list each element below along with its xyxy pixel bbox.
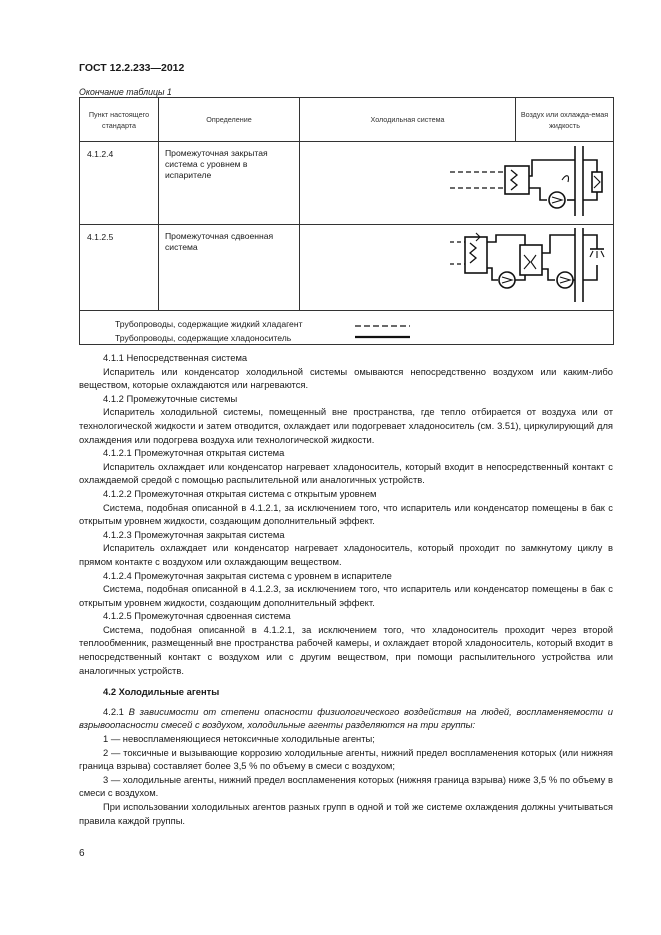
section-4-1-1-text: Испаритель или конденсатор холодильной системы омываются непосредственно воздухом или каким-либо веществом, которые охлаждаются или нагреваются.	[79, 365, 613, 391]
section-4-1-2-2-heading: 4.1.2.2 Промежуточная открытая система с открытым уровнем	[103, 487, 377, 499]
section-4-1-2-5-text: Система, подобная описанной в 4.1.2.1, за исключением того, что хладоноситель проходит через второй теплообменник, размещенный вне пространства рабочей камеры, и охлаждает второй хладоноситель, который входит в непосредственный контакт с воздухом или с другим веществом, при помощи распылительного устройства или аналогичных устройств.	[79, 623, 613, 676]
section-4-1-2-3-heading: 4.1.2.3 Промежуточная закрытая система	[103, 528, 285, 540]
main-text	[79, 351, 613, 827]
section-4-1-2-heading: 4.1.2 Промежуточные системы	[103, 392, 238, 404]
col-header-system: Холодильная система	[300, 98, 516, 142]
group-1-item: 1 — невоспламеняющиеся нетоксичные холодильные агенты;	[103, 733, 375, 745]
col-header-clause: Пункт настоящего стандарта	[80, 98, 159, 142]
twin-system-diagram	[300, 225, 614, 303]
legend-liquid-label: Трубопроводы, содержащие жидкий хладагент	[115, 319, 303, 329]
clause-number: 4.1.2.4	[80, 142, 159, 225]
table-caption: Окончание таблицы 1	[79, 87, 172, 97]
section-4-1-2-2-text: Система, подобная описанной в 4.1.2.1, за исключением того, что испаритель или конденсатор помещены в бак с открытым уровнем жидкости, создающим дополнительный эффект.	[79, 501, 613, 527]
section-4-1-2-5-heading: 4.1.2.5 Промежуточная сдвоенная система	[103, 610, 291, 622]
definition-text: Промежуточная закрытая система с уровнем в испарителе	[159, 142, 300, 225]
group-3-item: 3 — холодильные агенты, нижний предел воспламенения которых (нижняя граница взрыва) ниже 3,5 % по объему в смеси с воздухом.	[79, 773, 613, 799]
definition-text: Промежуточная сдвоенная система	[159, 225, 300, 311]
legend-cell	[80, 311, 614, 345]
section-4-2-heading: 4.2 Холодильные агенты	[103, 686, 220, 698]
table-row	[80, 225, 614, 311]
closed-level-system-diagram	[300, 142, 614, 217]
legend-row	[80, 311, 614, 345]
section-4-1-2-4-heading: 4.1.2.4 Промежуточная закрытая система с уровнем в испарителе	[103, 569, 392, 581]
section-4-2-1-number: 4.2.1	[103, 705, 129, 717]
section-4-2-1-text	[79, 705, 613, 732]
system-diagram-cell	[300, 225, 614, 311]
table-header-row	[80, 98, 614, 142]
table-row	[80, 142, 614, 225]
section-4-1-1-heading: 4.1.1 Непосредственная система	[103, 352, 248, 363]
legend-carrier-label: Трубопроводы, содержащие хладоноситель	[115, 333, 292, 343]
groups-rule-text: При использовании холодильных агентов разных групп в одной и той же системе охлаждения должны учитываться правила каждой группы.	[79, 801, 613, 826]
system-diagram-cell	[300, 142, 614, 225]
section-4-1-2-1-text: Испаритель охлаждает или конденсатор нагревает хладоноситель, который входит в непосредственный контакт с охлаждаемой средой с помощью распылительной или аналогичных устройств.	[79, 460, 613, 486]
page-number: 6	[79, 848, 85, 859]
col-header-medium: Воздух или охлажда-емая жидкость	[516, 98, 614, 142]
section-4-1-2-4-text: Система, подобная описанной в 4.1.2.3, за исключением того, что испаритель или конденсатор помещены в бак с открытым уровнем жидкости, создающим дополнительный эффект.	[79, 583, 613, 608]
col-header-definition: Определение	[159, 98, 300, 142]
legend-line-samples	[355, 320, 415, 342]
section-4-2-1-italic: В зависимости от степени опасности физиологического воздействия на людей, воспламеняемости и взрывоопасности смесей с воздухом, холодильные агенты разделяются на три группы:	[79, 705, 613, 731]
clause-number: 4.1.2.5	[80, 225, 159, 311]
section-4-1-2-3-text: Испаритель охлаждает или конденсатор нагревает хладоноситель, который проходит по замкнутому циклу в прямом контакте с воздухом или охлаждающим веществом.	[79, 542, 613, 567]
section-4-1-2-1-heading: 4.1.2.1 Промежуточная открытая система	[103, 447, 285, 459]
document-header: ГОСТ 12.2.233—2012	[79, 62, 185, 74]
group-2-item: 2 — токсичные и вызывающие коррозию холодильные агенты, нижний предел воспламенения которых (или нижняя граница взрыва) составляет более 3,5 % по объему в смеси с воздухом;	[79, 746, 613, 772]
definitions-table	[79, 97, 614, 345]
section-4-1-2-text: Испаритель холодильной системы, помещенный вне пространства, где тепло отбирается от воздуха или от технологической жидкости и затем отводится, охлаждает или подогревает хладоноситель (см. 3.51), циркулирующий для охлаждения или подогрева воздуха или технологической жидкости.	[79, 406, 613, 445]
